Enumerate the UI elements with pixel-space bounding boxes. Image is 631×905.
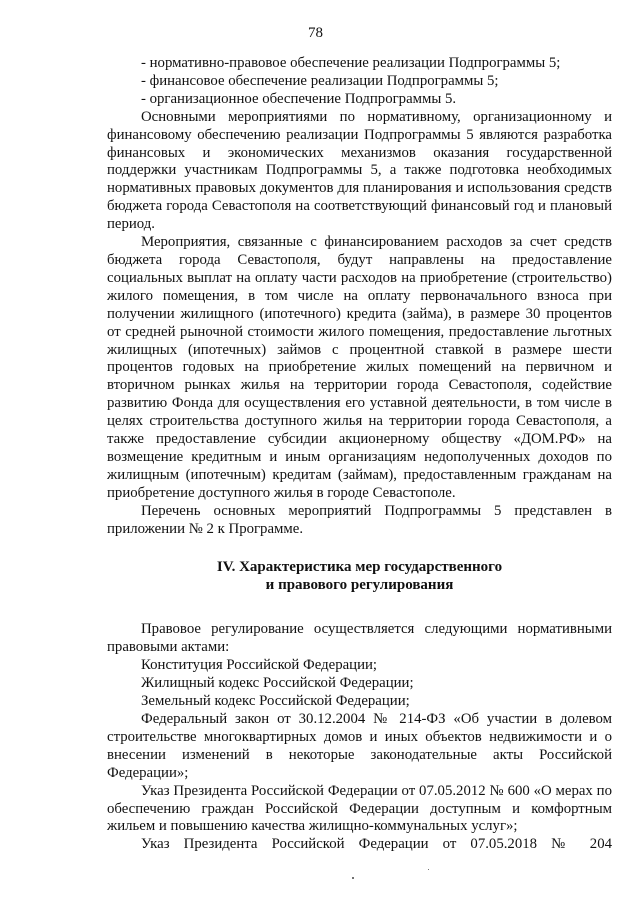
legal-act-constitution: Конституция Российской Федерации;	[141, 657, 378, 674]
list-item-financial-support: - финансовое обеспечение реализации Подпрограммы 5;	[141, 72, 499, 89]
section-heading-line-1: IV. Характеристика мер государственного	[216, 559, 503, 576]
legal-act-federal-law-214: Федеральный закон от 30.12.2004 № 214-ФЗ «Об участии в долевом строительстве многоквартирных домов и иных объектов недвижимости и о внесении изменений в некоторые законодательные акты Российской Федерации»;	[107, 711, 612, 781]
paragraph-measures-list: Перечень основных мероприятий Подпрограммы 5 представлен в приложении № 2 к Программе.	[107, 502, 612, 537]
list-item-organizational-support: - организационное обеспечение Подпрограммы 5.	[141, 90, 457, 107]
document-body	[107, 55, 612, 854]
section-heading	[107, 558, 612, 594]
scan-speck	[352, 877, 354, 879]
spacer	[107, 538, 612, 558]
paragraph-main-measures: Основными мероприятиями по нормативному, организационному и финансовому обеспечению реализации Подпрограммы 5 являются разработка финансовых и экономических механизмов оказания государственной поддержки участникам Подпрограммы 5, а также подготовка необходимых нормативных правовых документов для планирования и использования средств бюджета города Севастополя на соответствующий финансовый год и плановый период.	[107, 108, 612, 233]
section-heading-line-2: и правового регулирования	[265, 577, 454, 594]
page-number: 78	[308, 25, 323, 41]
paragraph-legal-regulation: Правовое регулирование осуществляется следующими нормативными правовыми актами:	[107, 621, 612, 656]
legal-act-decree-600: Указ Президента Российской Федерации от 07.05.2012 № 600 «О мерах по обеспечению граждан Российской Федерации доступным и комфортным жильем и повышению качества жилищно-коммунальных услуг»;	[107, 782, 612, 835]
list-item-legal-support: - нормативно-правовое обеспечение реализации Подпрограммы 5;	[141, 55, 561, 71]
legal-act-decree-204: Указ Президента Российской Федерации от 07.05.2018 № 204	[141, 836, 612, 853]
scan-speck	[428, 869, 429, 870]
spacer	[107, 594, 612, 621]
legal-act-housing-code: Жилищный кодекс Российской Федерации;	[141, 675, 414, 692]
paragraph-funding-measures: Мероприятия, связанные с финансированием расходов за счет средств бюджета города Севастополя, будут направлены на предоставление социальных выплат на оплату части расходов на приобретение (строительство) жилого помещения, в том числе на оплату первоначального взноса при получении жилищного (ипотечного) кредита (займа), в размере 30 процентов от средней рыночной стоимости жилого помещения, предоставление льготных жилищных (ипотечных) займов с процентной ставкой в размере шести процентов годовых на приобретение жилых помещений на первичном и вторичном рынках жилья на территории города Севастополя, содействие развитию Фонда для осуществления его уставной деятельности, в том числе в целях строительства доступного жилья на территории города Севастополя, а также предоставление субсидии акционерному обществу «ДОМ.РФ» на возмещение кредитным и иным организациям недополученных доходов по жилищным (ипотечным) кредитам (займам), предоставленным гражданам на приобретение доступного жилья в городе Севастополе.	[107, 234, 612, 501]
legal-act-land-code: Земельный кодекс Российской Федерации;	[141, 693, 410, 710]
